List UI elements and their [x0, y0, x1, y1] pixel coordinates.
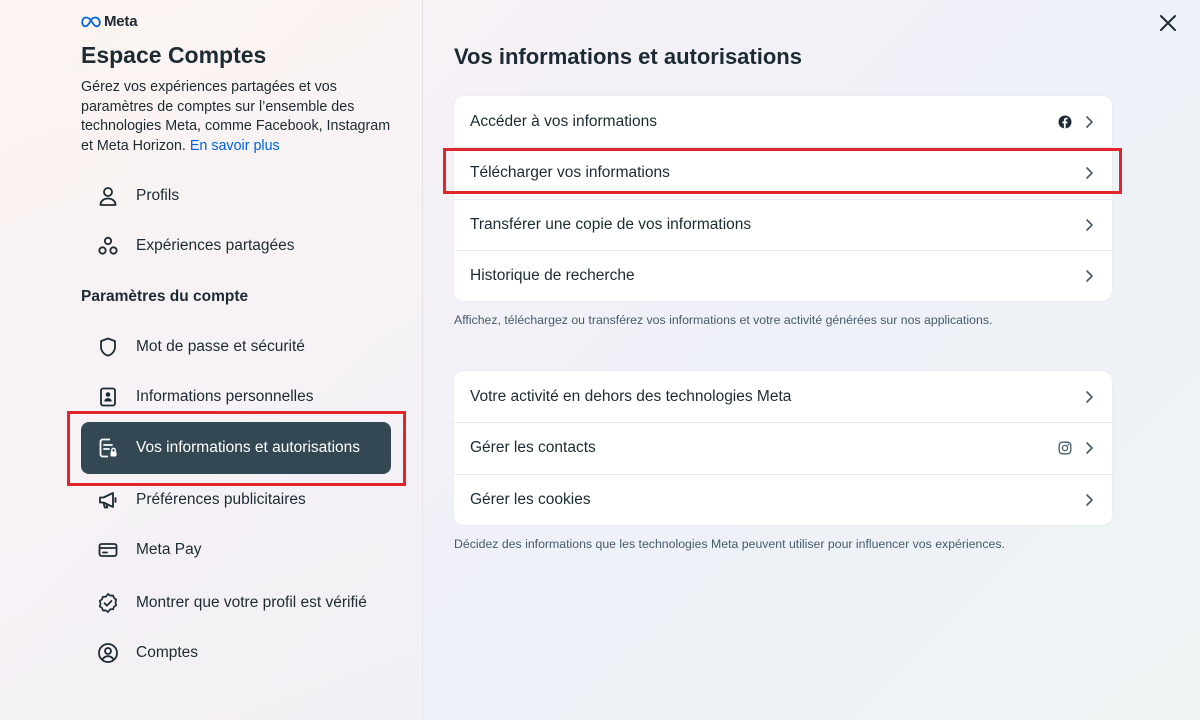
row-label: Télécharger vos informations: [470, 164, 670, 182]
row-search-history[interactable]: [454, 250, 1112, 301]
chevron-right-icon: [1084, 441, 1094, 455]
close-button[interactable]: [1156, 11, 1180, 35]
credit-card-icon: [97, 539, 119, 561]
row-access-info[interactable]: [454, 96, 1112, 147]
sidebar-item-label: Montrer que votre profil est vérifié: [136, 594, 367, 612]
meta-logo[interactable]: [81, 13, 137, 30]
person-icon: [97, 185, 119, 207]
sidebar-item-label: Informations personnelles: [136, 388, 314, 406]
row-label: Transférer une copie de vos informations: [470, 215, 752, 233]
id-card-icon: [97, 386, 119, 408]
row-transfer-copy[interactable]: [454, 199, 1112, 250]
sidebar-item-label: Préférences publicitaires: [136, 491, 306, 509]
verified-badge-icon: [97, 592, 119, 614]
sidebar-item-password-security[interactable]: [81, 323, 391, 371]
sidebar-item-personal-info[interactable]: [81, 373, 391, 421]
info-lock-icon: [97, 437, 119, 459]
chevron-right-icon: [1084, 115, 1094, 129]
chevron-right-icon: [1084, 493, 1094, 507]
sidebar-item-experiences-partagees[interactable]: [81, 222, 391, 270]
row-label: Accéder à vos informations: [470, 112, 657, 130]
instagram-icon: [1058, 441, 1072, 455]
row-off-meta-activity[interactable]: [454, 371, 1112, 422]
chevron-right-icon: [1084, 269, 1094, 283]
sidebar-item-your-info-permissions[interactable]: [81, 422, 391, 474]
facebook-icon: [1058, 115, 1072, 129]
sidebar-item-accounts[interactable]: [81, 629, 391, 677]
sidebar-item-label: Meta Pay: [136, 541, 202, 559]
row-manage-contacts[interactable]: [454, 422, 1112, 473]
sidebar: [0, 0, 423, 720]
group-2-caption: Décidez des informations que les technologies Meta peuvent utiliser pour influencer vos expériences.: [454, 537, 1005, 551]
sidebar-item-label: Vos informations et autorisations: [136, 439, 361, 457]
shield-icon: [97, 336, 119, 358]
learn-more-link[interactable]: En savoir plus: [189, 137, 280, 154]
row-manage-cookies[interactable]: [454, 474, 1112, 525]
group-1-caption: Affichez, téléchargez ou transférez vos informations et votre activité générées sur nos applications.: [454, 313, 993, 327]
row-download-info[interactable]: [454, 147, 1112, 198]
sidebar-title: Espace Comptes: [81, 42, 267, 68]
account-settings-heading: Paramètres du compte: [81, 288, 249, 305]
row-label: Historique de recherche: [470, 267, 635, 285]
chevron-right-icon: [1084, 390, 1094, 404]
chevron-right-icon: [1084, 218, 1094, 232]
sidebar-item-meta-pay[interactable]: [81, 526, 391, 574]
chevron-right-icon: [1084, 166, 1094, 180]
info-card-group-2: [454, 371, 1112, 525]
close-icon: [1158, 13, 1178, 33]
shared-experiences-icon: [97, 235, 119, 257]
sidebar-item-profils[interactable]: [81, 172, 391, 220]
sidebar-item-ad-preferences[interactable]: [81, 476, 391, 524]
sidebar-description: [81, 78, 391, 156]
sidebar-item-verified-profile[interactable]: [81, 578, 391, 628]
row-label: Votre activité en dehors des technologies Meta: [470, 387, 792, 405]
info-card-group-1: [454, 96, 1112, 301]
sidebar-item-label: Profils: [136, 187, 180, 205]
page-title: Vos informations et autorisations: [454, 44, 802, 69]
sidebar-description-text: Gérez vos expériences partagées et vos paramètres de comptes sur l’ensemble des technologies Meta, comme Facebook, Instagram et Meta Horizon.: [81, 79, 391, 154]
brand-name: Meta: [104, 13, 138, 30]
sidebar-item-label: Mot de passe et sécurité: [136, 338, 305, 356]
sidebar-item-label: Expériences partagées: [136, 237, 295, 255]
row-label: Gérer les cookies: [470, 490, 591, 508]
account-circle-icon: [97, 642, 119, 664]
meta-infinity-icon: [81, 16, 101, 28]
row-label: Gérer les contacts: [470, 439, 596, 457]
sidebar-item-label: Comptes: [136, 644, 199, 662]
megaphone-icon: [97, 489, 119, 511]
